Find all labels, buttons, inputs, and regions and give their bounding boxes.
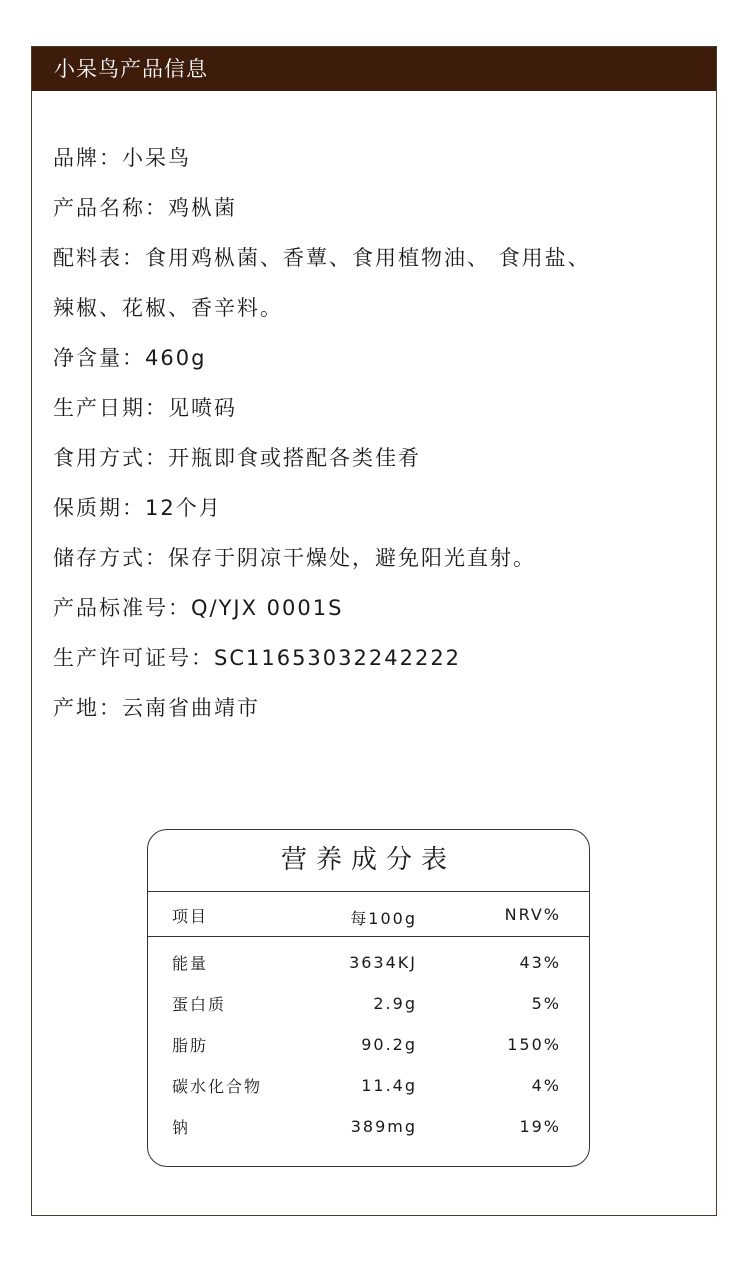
nutrient-nrv: 5% <box>531 994 561 1013</box>
nutrient-name: 蛋白质 <box>172 995 227 1014</box>
table-row <box>148 1021 589 1062</box>
table-row <box>148 939 589 980</box>
nutrient-nrv: 43% <box>519 953 561 972</box>
info-ingredients-cont: 辣椒、花椒、香辛料。 <box>53 296 283 320</box>
nutrient-nrv: 4% <box>531 1076 561 1095</box>
nutrient-name: 脂肪 <box>172 1036 209 1055</box>
nutrient-amount: 11.4g <box>361 1076 417 1095</box>
nutrient-amount: 2.9g <box>373 994 417 1013</box>
info-shelf-life: 保质期：12个月 <box>53 496 222 520</box>
header-item: 项目 <box>172 907 209 926</box>
info-ingredients: 配料表：食用鸡枞菌、香蕈、食用植物油、 食用盐、 <box>53 246 591 270</box>
info-usage: 食用方式：开瓶即食或搭配各类佳肴 <box>53 446 421 470</box>
nutrient-name: 钠 <box>172 1118 191 1137</box>
info-storage: 储存方式：保存于阴凉干燥处，避免阳光直射。 <box>53 546 536 570</box>
product-info-frame <box>31 46 717 1216</box>
product-info-list <box>53 133 693 733</box>
info-production-date: 生产日期：见喷码 <box>53 396 237 420</box>
nutrient-nrv: 150% <box>507 1035 561 1054</box>
nutrition-title: 营养成分表 <box>148 830 589 892</box>
nutrient-name: 能量 <box>172 954 209 973</box>
info-standard-number: 产品标准号：Q/YJX 0001S <box>53 596 344 620</box>
info-net-weight: 净含量：460g <box>53 346 207 370</box>
header-nrv: NRV% <box>504 905 561 924</box>
nutrition-table <box>147 829 590 1167</box>
table-row <box>148 1103 589 1144</box>
header-title: 小呆鸟产品信息 <box>54 57 208 81</box>
nutrient-name: 碳水化合物 <box>172 1077 263 1096</box>
section-header <box>32 47 716 91</box>
info-product-name: 产品名称：鸡枞菌 <box>53 196 237 220</box>
nutrient-amount: 90.2g <box>361 1035 417 1054</box>
nutrient-amount: 389mg <box>350 1117 417 1136</box>
info-origin: 产地：云南省曲靖市 <box>53 696 260 720</box>
nutrition-header-row <box>148 892 589 937</box>
nutrient-amount: 3634KJ <box>349 953 417 972</box>
nutrient-nrv: 19% <box>519 1117 561 1136</box>
table-row <box>148 1062 589 1103</box>
header-per-100g: 每100g <box>350 909 417 928</box>
info-brand: 品牌：小呆鸟 <box>53 146 191 170</box>
info-license-number: 生产许可证号：SC11653032242222 <box>53 646 462 670</box>
table-row <box>148 980 589 1021</box>
